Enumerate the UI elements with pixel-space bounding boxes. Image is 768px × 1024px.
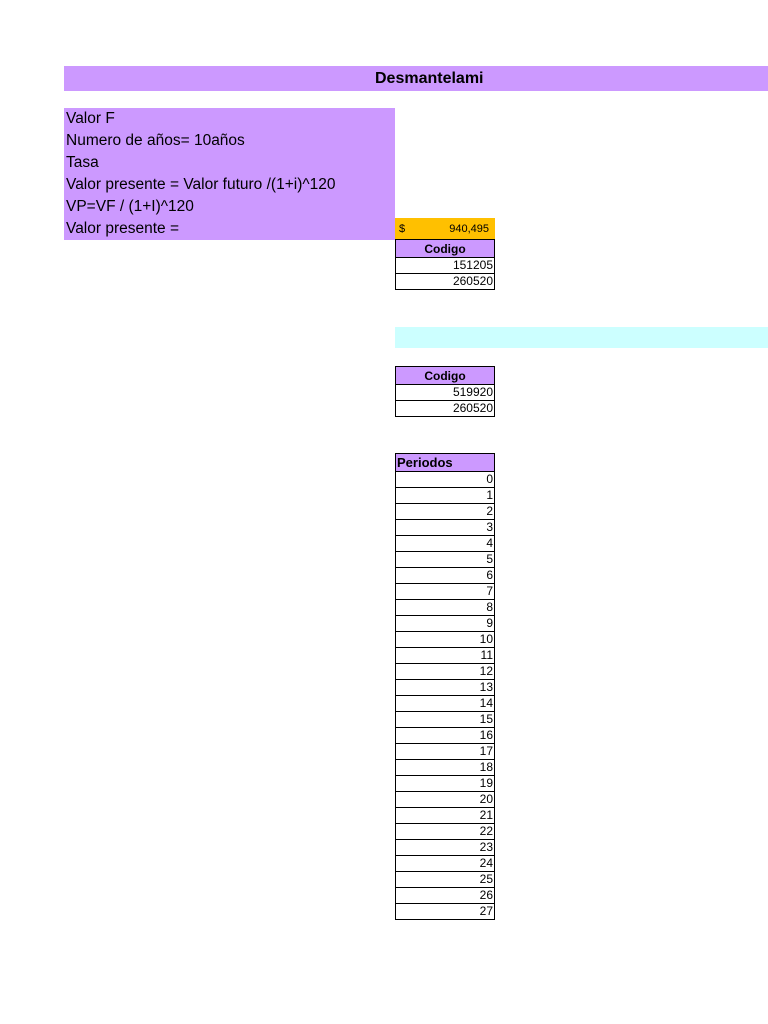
codigo-header[interactable]: Codigo xyxy=(396,367,495,385)
table-row xyxy=(396,520,495,536)
table-row xyxy=(396,472,495,488)
info-line-formula: Valor presente = Valor futuro /(1+i)^120 xyxy=(66,176,336,193)
table-row xyxy=(396,584,495,600)
table-cell[interactable]: 15 xyxy=(396,712,495,728)
table-row xyxy=(396,274,495,290)
table-row xyxy=(396,258,495,274)
table-cell[interactable]: 8 xyxy=(396,600,495,616)
table-row xyxy=(396,824,495,840)
table-cell[interactable]: 24 xyxy=(396,856,495,872)
valor-presente-cell[interactable] xyxy=(395,218,495,239)
table-cell[interactable]: 151205 xyxy=(396,258,495,274)
table-cell[interactable]: 10 xyxy=(396,632,495,648)
table-row xyxy=(396,744,495,760)
table-row xyxy=(396,648,495,664)
table-row xyxy=(396,712,495,728)
table-cell[interactable]: 6 xyxy=(396,568,495,584)
table-cell[interactable]: 26 xyxy=(396,888,495,904)
table-row xyxy=(396,856,495,872)
table-cell[interactable]: 12 xyxy=(396,664,495,680)
table-cell[interactable]: 3 xyxy=(396,520,495,536)
table-row xyxy=(396,728,495,744)
table-cell[interactable]: 23 xyxy=(396,840,495,856)
table-cell[interactable]: 260520 xyxy=(396,401,495,417)
info-line-vp-formula: VP=VF / (1+I)^120 xyxy=(66,198,194,215)
info-line-tasa: Tasa xyxy=(66,154,99,171)
table-cell[interactable]: 11 xyxy=(396,648,495,664)
table-row xyxy=(396,808,495,824)
table-cell[interactable]: 25 xyxy=(396,872,495,888)
table-row xyxy=(396,680,495,696)
table-cell[interactable]: 21 xyxy=(396,808,495,824)
table-cell[interactable]: 7 xyxy=(396,584,495,600)
info-line-numero-anos: Numero de años= 10años xyxy=(66,132,245,149)
table-cell[interactable]: 14 xyxy=(396,696,495,712)
codigo-header[interactable]: Codigo xyxy=(396,240,495,258)
table-row xyxy=(396,616,495,632)
table-row xyxy=(396,760,495,776)
table-cell[interactable]: 17 xyxy=(396,744,495,760)
title-bar xyxy=(64,66,768,91)
table-row xyxy=(396,696,495,712)
table-cell[interactable]: 1 xyxy=(396,488,495,504)
highlight-row xyxy=(395,327,768,348)
table-row xyxy=(396,776,495,792)
table-cell[interactable]: 4 xyxy=(396,536,495,552)
table-cell[interactable]: 5 xyxy=(396,552,495,568)
table-row xyxy=(396,904,495,920)
table-row xyxy=(396,568,495,584)
sheet-title: Desmantelami xyxy=(375,70,484,87)
table-row xyxy=(396,664,495,680)
periodos-table xyxy=(395,453,495,920)
info-block xyxy=(64,108,395,240)
table-cell[interactable]: 22 xyxy=(396,824,495,840)
info-line-valor-f: Valor F xyxy=(66,110,115,127)
codigo-table-2 xyxy=(395,366,495,417)
table-row xyxy=(396,600,495,616)
table-row xyxy=(396,840,495,856)
table-cell[interactable]: 27 xyxy=(396,904,495,920)
table-cell[interactable]: 16 xyxy=(396,728,495,744)
table-cell[interactable]: 18 xyxy=(396,760,495,776)
table-cell[interactable]: 9 xyxy=(396,616,495,632)
table-cell[interactable]: 19 xyxy=(396,776,495,792)
table-cell[interactable]: 519920 xyxy=(396,385,495,401)
table-cell[interactable]: 2 xyxy=(396,504,495,520)
table-cell[interactable]: 260520 xyxy=(396,274,495,290)
table-cell[interactable]: 20 xyxy=(396,792,495,808)
table-row xyxy=(396,888,495,904)
currency-symbol: $ xyxy=(399,223,406,235)
table-row xyxy=(396,401,495,417)
table-row xyxy=(396,552,495,568)
valor-presente-amount: 940,495 xyxy=(449,223,489,235)
table-row xyxy=(396,385,495,401)
table-row xyxy=(396,536,495,552)
table-row xyxy=(396,488,495,504)
table-row xyxy=(396,792,495,808)
table-row xyxy=(396,504,495,520)
table-cell[interactable]: 0 xyxy=(396,472,495,488)
table-cell[interactable]: 13 xyxy=(396,680,495,696)
table-row xyxy=(396,872,495,888)
periodos-header[interactable]: Periodos xyxy=(396,454,495,472)
table-row xyxy=(396,632,495,648)
codigo-table-1 xyxy=(395,239,495,290)
info-line-valor-presente: Valor presente = xyxy=(66,220,180,237)
